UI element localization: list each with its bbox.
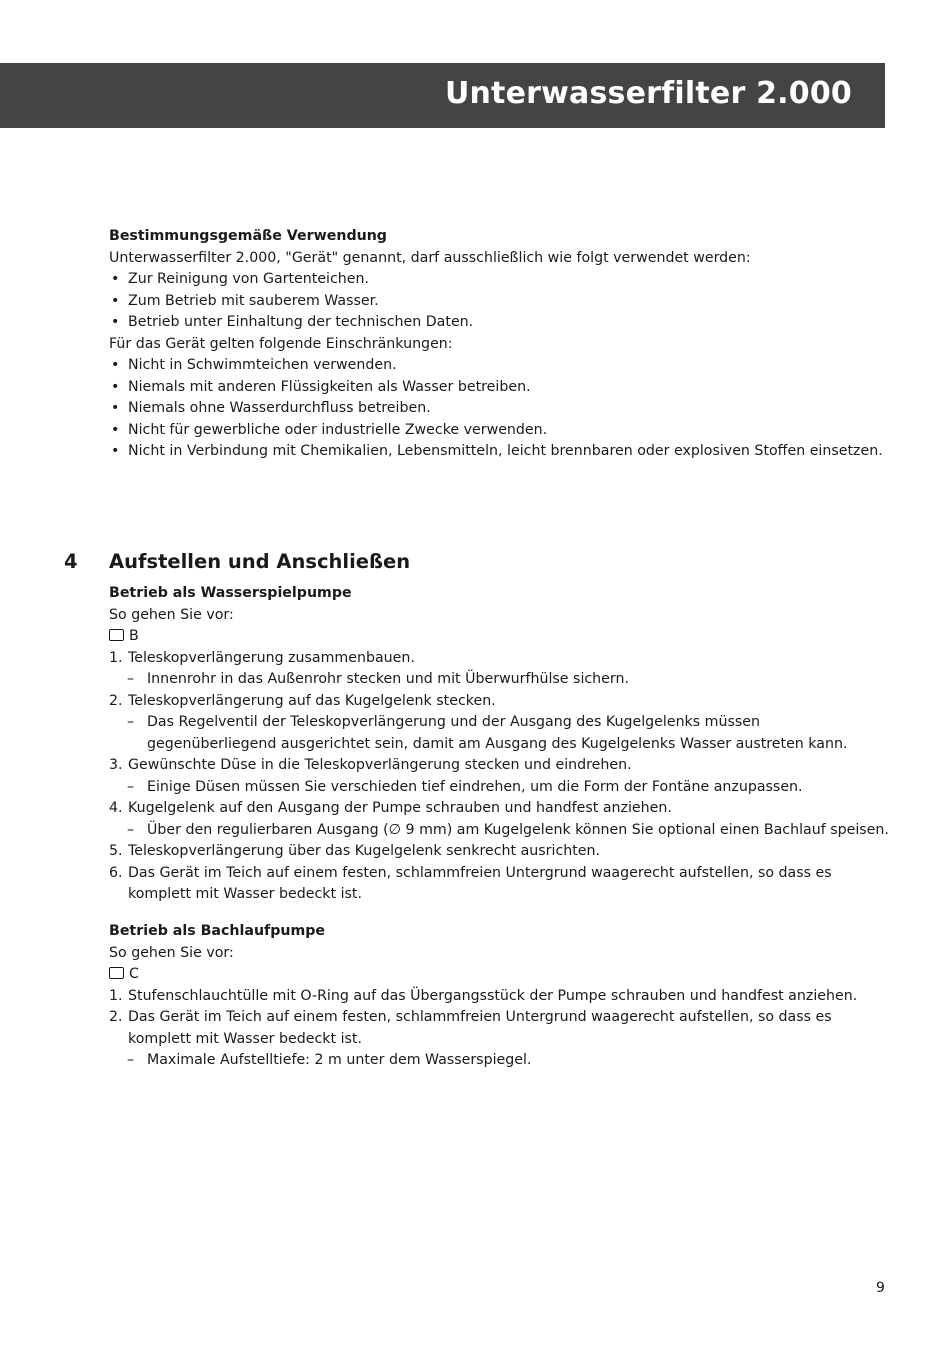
dash-icon: – (127, 671, 135, 687)
list-item: • Niemals ohne Wasserdurchfluss betreiben. (109, 398, 889, 420)
step-subitem: – Einige Düsen müssen Sie verschieden tief eindrehen, um die Form der Fontäne anzupassen. (109, 777, 889, 799)
step-item: 2. Teleskopverlängerung auf das Kugelgelenk stecken. (109, 692, 496, 709)
dash-icon: – (127, 821, 135, 838)
intended-use-section (109, 226, 889, 463)
header-bar (0, 63, 885, 128)
document-title: Unterwasserfilter 2.000 (444, 76, 852, 111)
bullet-icon: • (111, 314, 120, 330)
list-item: • Zur Reinigung von Gartenteichen. (109, 269, 889, 291)
step-item: 5. Teleskopverlängerung über das Kugelgelenk senkrecht ausrichten. (109, 843, 601, 859)
dash-icon: – (127, 714, 135, 730)
step-subitem: – Innenrohr in das Außenrohr stecken und mit Überwurfhülse sichern. (109, 669, 889, 691)
bullet-icon: • (111, 421, 120, 438)
step-subitem: – Maximale Aufstelltiefe: 2 m unter dem Wasserspiegel. (109, 1050, 889, 1072)
list-item: • Nicht in Schwimmteichen verwenden. (109, 355, 889, 377)
figure-reference: B (109, 626, 889, 648)
step-item: 1. Teleskopverlängerung zusammenbauen. (109, 649, 415, 666)
list-item: • Niemals mit anderen Flüssigkeiten als Wasser betreiben. (109, 377, 889, 399)
bullet-icon: • (111, 443, 120, 459)
section-number: 4 (64, 550, 78, 573)
stream-pump-section (109, 921, 889, 1072)
stream-intro: So gehen Sie vor: (109, 944, 234, 961)
section-heading (64, 550, 410, 573)
list-item: • Nicht in Verbindung mit Chemikalien, Lebensmitteln, leicht brennbaren oder explosiven Stoffen einsetzen. (109, 441, 889, 463)
dash-icon: – (127, 1052, 135, 1068)
list-item: • Nicht für gewerbliche oder industrielle Zwecke verwenden. (109, 420, 889, 442)
list-item: • Zum Betrieb mit sauberem Wasser. (109, 291, 889, 313)
stream-heading: Betrieb als Bachlaufpumpe (109, 923, 326, 939)
bullet-icon: • (111, 271, 120, 287)
restrictions-intro: Für das Gerät gelten folgende Einschränkungen: (109, 335, 453, 352)
intended-use-heading: Bestimmungsgemäße Verwendung (109, 228, 387, 244)
step-item: 2. Das Gerät im Teich auf einem festen, schlammfreien Untergrund waagerecht aufstellen, so dass es komplett mit Wasser bedeckt ist. (109, 1009, 832, 1047)
figure-reference: C (109, 964, 889, 986)
page-number: 9 (876, 1280, 885, 1296)
bullet-icon: • (111, 378, 120, 395)
intended-use-intro: Unterwasserfilter 2.000, "Gerät" genannt, darf ausschließlich wie folgt verwendet werden: (109, 249, 751, 266)
fountain-heading: Betrieb als Wasserspielpumpe (109, 585, 352, 601)
step-item: 6. Das Gerät im Teich auf einem festen, schlammfreien Untergrund waagerecht aufstellen, so dass es komplett mit Wasser bedeckt ist. (109, 864, 832, 902)
figure-reference-icon (109, 629, 124, 641)
step-subitem: – Über den regulierbaren Ausgang (∅ 9 mm) am Kugelgelenk können Sie optional einen Bachlauf speisen. (109, 820, 889, 842)
bullet-icon: • (111, 357, 120, 373)
bullet-icon: • (111, 400, 120, 416)
section-title: Aufstellen und Anschließen (109, 550, 411, 573)
step-item: 3. Gewünschte Düse in die Teleskopverlängerung stecken und eindrehen. (109, 757, 632, 773)
dash-icon: – (127, 778, 135, 795)
fountain-intro: So gehen Sie vor: (109, 606, 234, 623)
step-subitem: – Das Regelventil der Teleskopverlängerung und der Ausgang des Kugelgelenks müssen gegenüberliegend ausgerichtet sein, damit am Ausgang des Kugelgelenks Wasser austreten kann. (127, 714, 848, 752)
list-item: • Betrieb unter Einhaltung der technischen Daten. (109, 312, 889, 334)
figure-reference-icon (109, 967, 124, 979)
fountain-pump-section (109, 583, 889, 906)
step-item: 1. Stufenschlauchtülle mit O-Ring auf das Übergangsstück der Pumpe schrauben und handfest anziehen. (109, 987, 858, 1004)
step-item: 4. Kugelgelenk auf den Ausgang der Pumpe schrauben und handfest anziehen. (109, 800, 672, 816)
bullet-icon: • (111, 292, 120, 309)
